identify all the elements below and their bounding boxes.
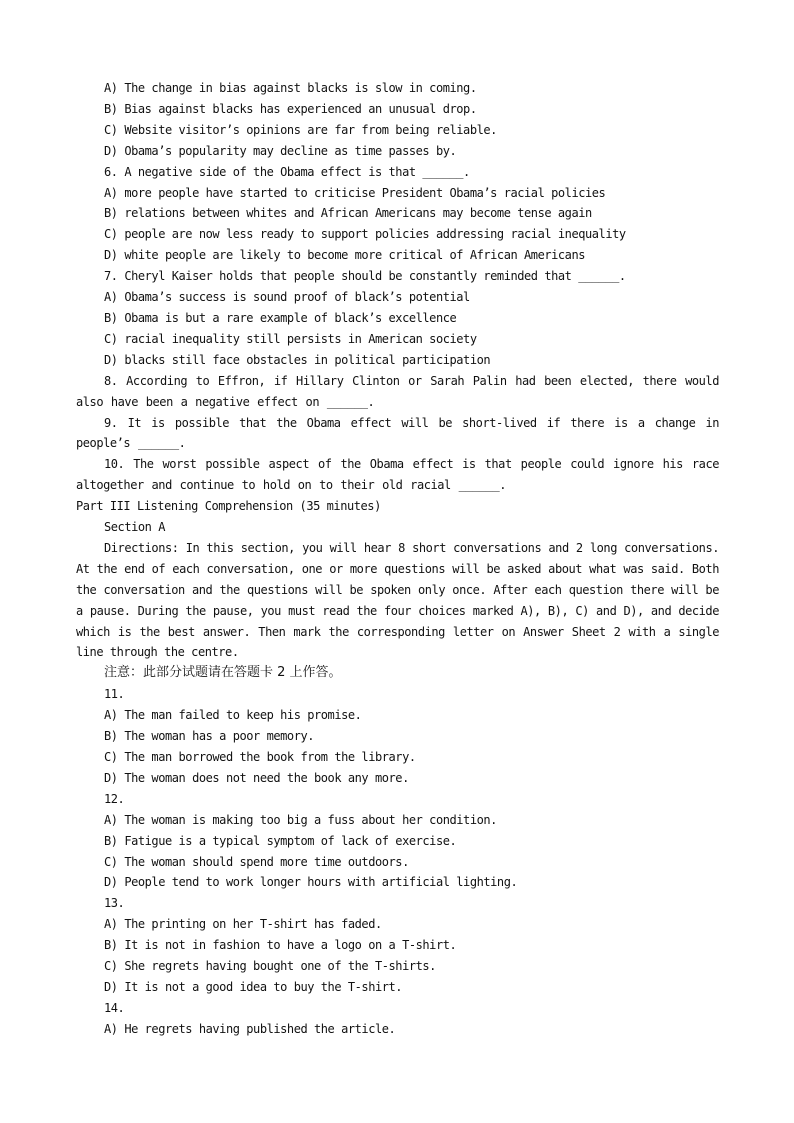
document-page <box>76 78 719 1040</box>
question-12-number: 12. <box>104 791 125 806</box>
option-5a: A) The change in bias against blacks is slow in coming. <box>104 81 477 95</box>
question-6: 6. A negative side of the Obama effect is that ______. <box>104 164 470 179</box>
question-11-number: 11. <box>104 687 125 702</box>
question-10: 10. The worst possible aspect of the Obama effect is that people could ignore his race altogether and continue to hold on to their old racial ______. <box>76 457 719 493</box>
part-heading: Part III Listening Comprehension (35 minutes) <box>76 499 381 514</box>
option-11d: D) The woman does not need the book any more. <box>104 770 409 785</box>
option-11c: C) The man borrowed the book from the library. <box>104 750 416 764</box>
option-12c: C) The woman should spend more time outdoors. <box>104 854 409 869</box>
option-12a: A) The woman is making too big a fuss about her condition. <box>104 812 497 827</box>
option-6b: B) relations between whites and African Americans may become tense again <box>104 206 592 221</box>
option-13b: B) It is not in fashion to have a logo on a T-shirt. <box>104 938 457 953</box>
answer-sheet-note: 注意：此部分试题请在答题卡 2 上作答。 <box>104 665 342 681</box>
option-12b: B) Fatigue is a typical symptom of lack of exercise. <box>104 833 457 848</box>
option-7b: B) Obama is but a rare example of black’s excellence <box>104 310 457 325</box>
option-13a: A) The printing on her T-shirt has faded. <box>104 917 382 932</box>
option-5d: D) Obama’s popularity may decline as time passes by. <box>104 143 457 158</box>
option-13c: C) She regrets having bought one of the T-shirts. <box>104 959 436 974</box>
option-12d: D) People tend to work longer hours with artificial lighting. <box>104 875 518 890</box>
option-11b: B) The woman has a poor memory. <box>104 729 315 744</box>
section-heading: Section A <box>104 520 165 535</box>
question-9: 9. It is possible that the Obama effect will be short-lived if there is a change in people’s ______. <box>76 415 719 451</box>
option-7d: D) blacks still face obstacles in political participation <box>104 352 491 367</box>
option-7a: A) Obama’s success is sound proof of black’s potential <box>104 290 470 305</box>
option-6d: D) white people are likely to become more critical of African Americans <box>104 248 585 263</box>
question-14-number: 14. <box>104 1000 125 1015</box>
directions-paragraph: Directions: In this section, you will hear 8 short conversations and 2 long conversations. At the end of each conversation, one or more questions will be asked about what was said. Both the conversation and the questions will be spoken only once. After each question there will be a pause. During the pause, you must read the four choices marked A), B), C) and D), and decide which is the best answer. Then mark the corresponding letter on Answer Sheet 2 with a single line through the centre. <box>76 540 719 660</box>
option-5b: B) Bias against blacks has experienced an unusual drop. <box>104 101 477 116</box>
option-6c: C) people are now less ready to support policies addressing racial inequality <box>104 227 626 242</box>
option-6a: A) more people have started to criticise President Obama’s racial policies <box>104 185 606 200</box>
option-7c: C) racial inequality still persists in American society <box>104 331 477 346</box>
option-14a: A) He regrets having published the article. <box>104 1021 396 1036</box>
option-11a: A) The man failed to keep his promise. <box>104 708 362 723</box>
question-13-number: 13. <box>104 896 125 911</box>
question-7: 7. Cheryl Kaiser holds that people should be constantly reminded that ______. <box>104 269 626 284</box>
option-5c: C) Website visitor’s opinions are far from being reliable. <box>104 122 497 137</box>
question-8: 8. According to Effron, if Hillary Clinton or Sarah Palin had been elected, there would also have been a negative effect on ______. <box>76 373 719 409</box>
option-13d: D) It is not a good idea to buy the T-shirt. <box>104 979 403 994</box>
